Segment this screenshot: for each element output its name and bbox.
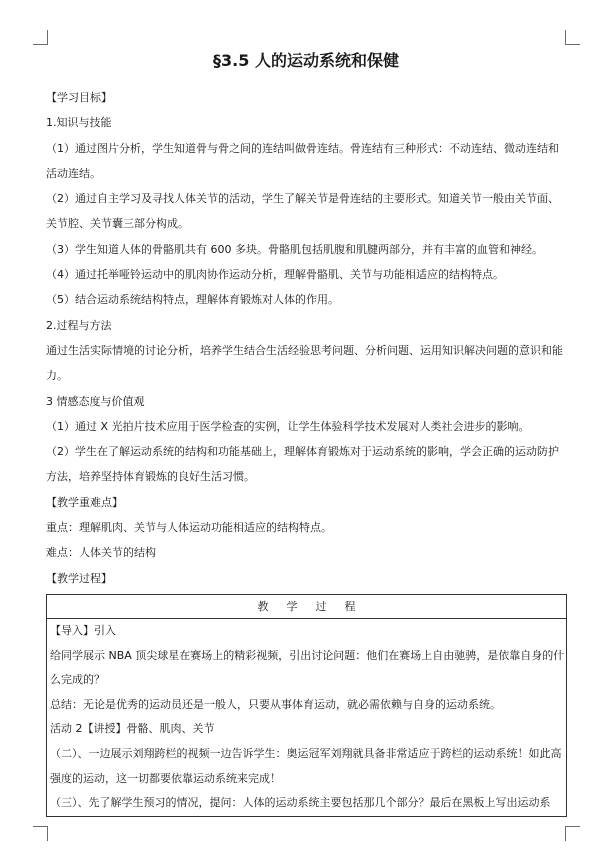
table-line: （二）、一边展示刘翔跨栏的视频一边告诉学生：奥运冠军刘翔就具备非常适应于跨栏的运动系统！如此高强度的运动，这一切都要依靠运动系统来完成！ [50,746,562,785]
table-line: 总结：无论是优秀的运动员还是一般人，只要从事体育运动，就必需依赖与自身的运动系统。 [50,697,501,711]
document-title: §3.5 人的运动系统和保健 [213,51,399,70]
difficult-point: 难点：人体关节的结构 [46,546,156,560]
teaching-process-table [46,594,567,817]
table-line: 【导入】引入 [50,623,116,637]
table-line: （三）、先了解学生预习的情况，提问：人体的运动系统主要包括那几个部分？最后在黑板上写出运动系 [50,796,551,810]
table-body-cell [47,618,567,816]
attitude-item: （2）学生在了解运动系统的结构和功能基础上，理解体育锻炼对于运动系统的影响，学会正确的运动防护方法，培养坚持体育锻炼的良好生活习惯。 [46,445,559,484]
key-point: 重点：理解肌肉、关节与人体运动功能相适应的结构特点。 [46,521,332,535]
corner-mark-bottom-right [565,826,580,841]
knowledge-item: （1）通过图片分析，学生知道骨与骨之间的连结叫做骨连结。骨连结有三种形式：不动连结、微动连结和活动连结。 [46,141,559,180]
attitude-item: （1）通过 X 光拍片技术应用于医学检查的实例，让学生体验科学技术发展对人类社会进步的影响。 [46,419,530,433]
process-method-text: 通过生活实际情境的讨论分析，培养学生结合生活经验思考问题、分析问题、运用知识解决问题的意识和能力。 [46,343,563,383]
key-difficult-header: 【教学重难点】 [46,495,123,509]
table-line: 给同学展示 NBA 顶尖球星在赛场上的精彩视频，引出讨论问题：他们在赛场上自由驰骋，是依靠自身的什么完成的？ [50,648,565,687]
process-method-header: 2.过程与方法 [46,318,112,332]
knowledge-item: （3）学生知道人体的骨骼肌共有 600 多块。骨骼肌包括肌腹和肌腱两部分，并有丰富的血管和神经。 [46,242,543,256]
table-line: 活动 2【讲授】骨骼、肌肉、关节 [50,722,215,736]
knowledge-item: （5）结合运动系统结构特点，理解体育锻炼对人体的作用。 [46,293,339,307]
document-page [46,48,566,817]
corner-mark-top-left [33,30,48,45]
learning-goals-header: 【学习目标】 [46,91,112,104]
knowledge-item: （4）通过托举哑铃运动中的肌肉协作运动分析，理解骨骼肌、关节与功能相适应的结构特点。 [46,268,504,282]
table-heading: 教学过程 [47,594,567,618]
corner-mark-bottom-left [33,826,48,841]
knowledge-skills-header: 1.知识与技能 [46,116,112,130]
teaching-process-header: 【教学过程】 [46,571,112,585]
knowledge-item: （2）通过自主学习及寻找人体关节的活动，学生了解关节是骨连结的主要形式。知道关节一般由关节面、关节腔、关节囊三部分构成。 [46,192,559,231]
attitude-values-header: 3 情感态度与价值观 [46,394,145,408]
corner-mark-top-right [565,30,580,45]
